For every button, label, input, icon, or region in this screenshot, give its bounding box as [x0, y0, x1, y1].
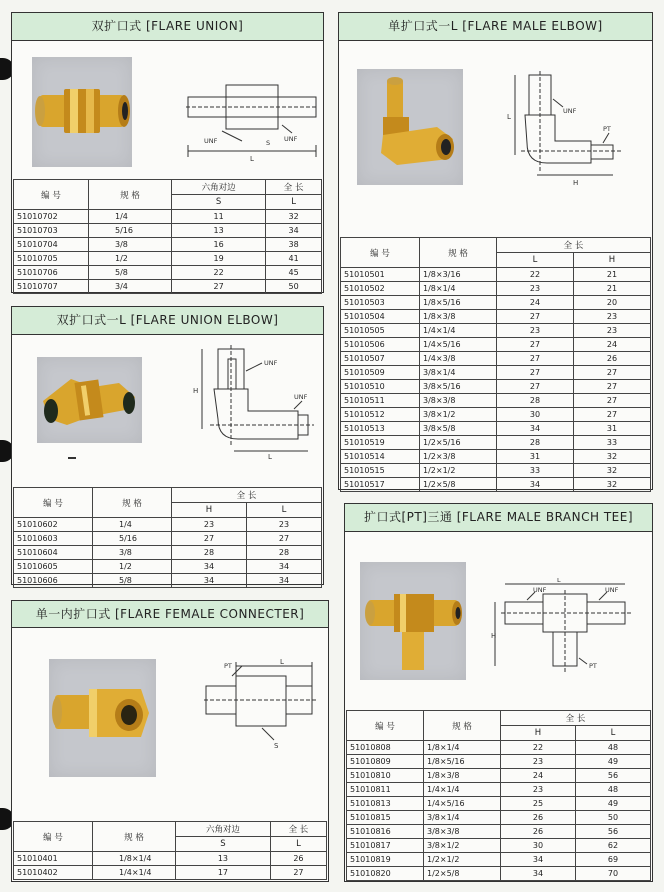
header-l: L: [576, 726, 651, 741]
table-row: 51010707 3/4 27 50: [14, 280, 322, 294]
panel-title: 扩口式[PT]三通 [FLARE MALE BRANCH TEE]: [345, 504, 652, 532]
flare-male-branch-tee-panel: [344, 503, 653, 882]
header-code: 编 号: [14, 822, 93, 852]
panel-title: 双扩口式 [FLARE UNION]: [12, 13, 323, 41]
flare-union-drawing: [182, 71, 322, 163]
label-s: S: [274, 742, 279, 750]
table-row: 51010510 3/8×5/16 27 27: [341, 380, 651, 394]
flare-female-connecter-drawing: [202, 656, 322, 764]
flare-union-table: [13, 179, 322, 294]
label-unf: UNF: [204, 137, 218, 145]
label-unf: UNF: [605, 586, 619, 594]
table-row: 51010815 3/8×1/4 26 50: [347, 811, 651, 825]
header-l: L: [270, 837, 326, 852]
table-row: 51010602 1/4 23 23: [14, 518, 322, 532]
flare-male-elbow-panel: [338, 12, 653, 490]
header-l: L: [497, 253, 574, 268]
table-row: 51010505 1/4×1/4 23 23: [341, 324, 651, 338]
flare-female-connecter-table: [13, 821, 327, 880]
header-h: H: [574, 253, 651, 268]
header-code: 编 号: [14, 488, 93, 518]
header-length: 全 长: [172, 488, 322, 503]
label-pt: PT: [589, 662, 597, 670]
header-l: L: [266, 195, 322, 210]
flare-female-connecter-panel: [11, 600, 329, 882]
flare-union-elbow-panel: [11, 306, 324, 585]
table-row: 51010514 1/2×3/8 31 32: [341, 450, 651, 464]
label-unf: UNF: [294, 393, 308, 401]
flare-female-connecter-photo: [49, 659, 156, 777]
header-length: 全 长: [501, 711, 651, 726]
header-hex: 六角对边: [176, 822, 271, 837]
label-h: H: [193, 387, 199, 395]
table-row: 51010704 3/8 16 38: [14, 238, 322, 252]
panel-title: 单一内扩口式 [FLARE FEMALE CONNECTER]: [12, 601, 328, 628]
label-l: L: [507, 113, 511, 121]
header-code: 编 号: [347, 711, 424, 741]
table-row: 51010519 1/2×5/16 28 33: [341, 436, 651, 450]
table-row: 51010501 1/8×3/16 22 21: [341, 268, 651, 282]
label-l: L: [280, 658, 284, 666]
label-h: H: [491, 632, 497, 640]
label-l: L: [250, 155, 254, 163]
table-row: 51010502 1/8×1/4 23 21: [341, 282, 651, 296]
table-row: 51010706 5/8 22 45: [14, 266, 322, 280]
flare-male-elbow-drawing: [507, 71, 647, 191]
label-h: H: [573, 179, 579, 187]
header-spec: 规 格: [93, 822, 176, 852]
panel-title: 双扩口式一L [FLARE UNION ELBOW]: [12, 307, 323, 335]
flare-male-elbow-photo: [357, 69, 463, 185]
panel-title: 单扩口式一L [FLARE MALE ELBOW]: [339, 13, 652, 41]
header-length: 全 长: [266, 180, 322, 195]
label-l: L: [557, 578, 561, 584]
label-s: S: [266, 139, 271, 147]
table-row: 51010810 1/8×3/8 24 56: [347, 769, 651, 783]
table-row: 51010517 1/2×5/8 34 32: [341, 478, 651, 492]
table-row: 51010604 3/8 28 28: [14, 546, 322, 560]
flare-male-elbow-table: [340, 237, 651, 492]
table-row: 51010816 3/8×3/8 26 56: [347, 825, 651, 839]
flare-male-branch-tee-drawing: [491, 578, 649, 678]
table-row: 51010809 1/8×5/16 23 49: [347, 755, 651, 769]
table-row: 51010702 1/4 11 32: [14, 210, 322, 224]
table-row: 51010705 1/2 19 41: [14, 252, 322, 266]
table-row: 51010503 1/8×5/16 24 20: [341, 296, 651, 310]
header-hex: 六角对边: [172, 180, 266, 195]
label-unf: UNF: [264, 359, 278, 367]
flare-union-elbow-drawing: [190, 345, 320, 460]
header-length: 全 长: [497, 238, 651, 253]
table-row: 51010703 5/16 13 34: [14, 224, 322, 238]
flare-union-elbow-table: [13, 487, 322, 588]
table-row: 51010813 1/4×5/16 25 49: [347, 797, 651, 811]
header-spec: 规 格: [89, 180, 172, 210]
label-unf: UNF: [284, 135, 298, 143]
label-unf: UNF: [563, 107, 577, 115]
header-code: 编 号: [14, 180, 89, 210]
table-row: 51010603 5/16 27 27: [14, 532, 322, 546]
table-row: 51010515 1/2×1/2 33 32: [341, 464, 651, 478]
header-s: S: [172, 195, 266, 210]
table-row: 51010606 5/8 34 34: [14, 574, 322, 588]
flare-male-branch-tee-table: [346, 710, 651, 881]
table-row: 51010605 1/2 34 34: [14, 560, 322, 574]
header-h: H: [501, 726, 576, 741]
header-s: S: [176, 837, 271, 852]
flare-union-panel: [11, 12, 324, 293]
table-row: 51010509 3/8×1/4 27 27: [341, 366, 651, 380]
table-row: 51010402 1/4×1/4 17 27: [14, 866, 327, 880]
table-row: 51010506 1/4×5/16 27 24: [341, 338, 651, 352]
table-row: 51010513 3/8×5/8 34 31: [341, 422, 651, 436]
header-code: 编 号: [341, 238, 420, 268]
header-h: H: [172, 503, 247, 518]
header-spec: 规 格: [420, 238, 497, 268]
table-row: 51010511 3/8×3/8 28 27: [341, 394, 651, 408]
table-row: 51010401 1/8×1/4 13 26: [14, 852, 327, 866]
table-row: 51010507 1/4×3/8 27 26: [341, 352, 651, 366]
table-row: 51010820 1/2×5/8 34 70: [347, 867, 651, 881]
flare-male-branch-tee-photo: [360, 562, 466, 680]
table-row: 51010512 3/8×1/2 30 27: [341, 408, 651, 422]
flare-union-elbow-photo: [37, 357, 142, 443]
header-spec: 规 格: [424, 711, 501, 741]
label-l: L: [268, 453, 272, 460]
flare-union-photo: [32, 57, 132, 167]
table-row: 51010811 1/4×1/4 23 48: [347, 783, 651, 797]
table-row: 51010819 1/2×1/2 34 69: [347, 853, 651, 867]
header-length: 全 长: [270, 822, 326, 837]
photo-mark: [68, 457, 76, 459]
header-spec: 规 格: [93, 488, 172, 518]
label-pt: PT: [603, 125, 611, 133]
label-unf: UNF: [533, 586, 547, 594]
table-row: 51010808 1/8×1/4 22 48: [347, 741, 651, 755]
header-l: L: [247, 503, 322, 518]
label-pt: PT: [224, 662, 232, 670]
table-row: 51010504 1/8×3/8 27 23: [341, 310, 651, 324]
table-row: 51010817 3/8×1/2 30 62: [347, 839, 651, 853]
